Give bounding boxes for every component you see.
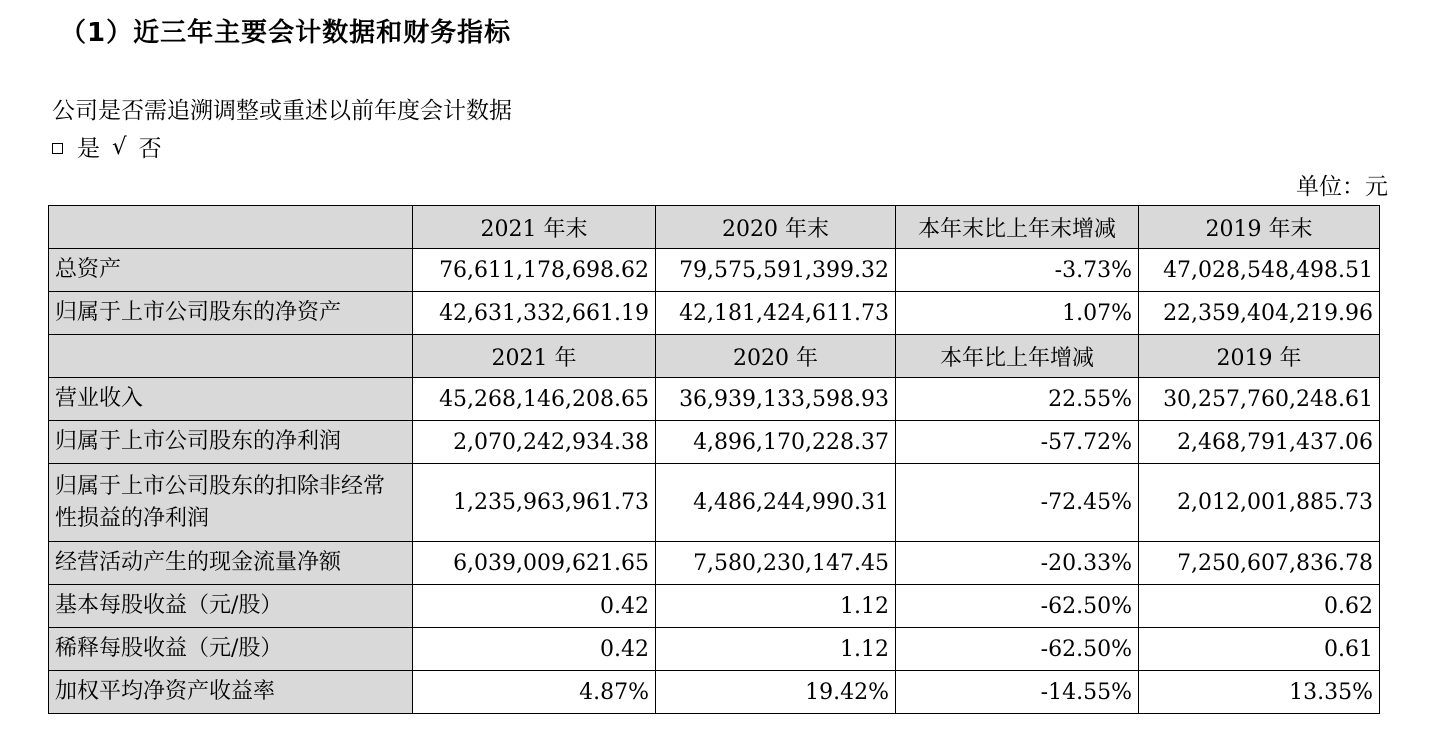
check-mark-icon: √ <box>112 133 127 160</box>
header-cell: 2019 年末 <box>1139 206 1380 249</box>
restatement-answer <box>52 130 162 163</box>
table-row <box>49 628 1380 671</box>
empty-checkbox-icon <box>52 143 63 154</box>
value-cell: 22,359,404,219.96 <box>1139 292 1380 335</box>
unit-label: 单位：元 <box>1296 174 1388 200</box>
value-cell: -14.55% <box>896 671 1139 714</box>
table-header-row <box>49 206 1380 249</box>
financial-indicators-table <box>48 205 1380 714</box>
value-cell: 4.87% <box>413 671 656 714</box>
value-cell: 7,250,607,836.78 <box>1139 542 1380 585</box>
table-row <box>49 464 1380 542</box>
value-cell: 2,012,001,885.73 <box>1139 464 1380 542</box>
header-cell: 本年末比上年末增减 <box>896 206 1139 249</box>
value-cell: 2,070,242,934.38 <box>413 421 656 464</box>
option-yes-label: 是 <box>77 136 100 162</box>
option-no-label: 否 <box>138 136 162 162</box>
header-cell: 2021 年末 <box>413 206 656 249</box>
table-row <box>49 292 1380 335</box>
value-cell: 1.12 <box>656 628 896 671</box>
header-cell: 2021 年 <box>413 335 656 378</box>
section-title: （1）近三年主要会计数据和财务指标 <box>60 18 512 48</box>
value-cell: 42,181,424,611.73 <box>656 292 896 335</box>
value-cell: 36,939,133,598.93 <box>656 378 896 421</box>
value-cell: 0.42 <box>413 628 656 671</box>
value-cell: 1.12 <box>656 585 896 628</box>
value-cell: 19.42% <box>656 671 896 714</box>
value-cell: 79,575,591,399.32 <box>656 249 896 292</box>
value-cell: -62.50% <box>896 585 1139 628</box>
table-row <box>49 421 1380 464</box>
value-cell: 2,468,791,437.06 <box>1139 421 1380 464</box>
header-cell <box>49 335 413 378</box>
value-cell: 1,235,963,961.73 <box>413 464 656 542</box>
value-cell: 6,039,009,621.65 <box>413 542 656 585</box>
table-header-row <box>49 335 1380 378</box>
value-cell: 76,611,178,698.62 <box>413 249 656 292</box>
table-row <box>49 585 1380 628</box>
header-cell: 本年比上年增减 <box>896 335 1139 378</box>
value-cell: 42,631,332,661.19 <box>413 292 656 335</box>
row-label: 经营活动产生的现金流量净额 <box>49 542 413 585</box>
table-row <box>49 671 1380 714</box>
header-cell: 2019 年 <box>1139 335 1380 378</box>
row-label: 归属于上市公司股东的净利润 <box>49 421 413 464</box>
value-cell: 0.42 <box>413 585 656 628</box>
value-cell: 4,486,244,990.31 <box>656 464 896 542</box>
value-cell: 45,268,146,208.65 <box>413 378 656 421</box>
value-cell: 7,580,230,147.45 <box>656 542 896 585</box>
row-label: 基本每股收益（元/股） <box>49 585 413 628</box>
header-cell: 2020 年末 <box>656 206 896 249</box>
value-cell: 4,896,170,228.37 <box>656 421 896 464</box>
value-cell: 0.62 <box>1139 585 1380 628</box>
value-cell: -20.33% <box>896 542 1139 585</box>
value-cell: 47,028,548,498.51 <box>1139 249 1380 292</box>
row-label: 营业收入 <box>49 378 413 421</box>
row-label: 总资产 <box>49 249 413 292</box>
value-cell: -72.45% <box>896 464 1139 542</box>
value-cell: -62.50% <box>896 628 1139 671</box>
row-label: 归属于上市公司股东的扣除非经常性损益的净利润 <box>49 464 413 542</box>
restatement-question: 公司是否需追溯调整或重述以前年度会计数据 <box>52 98 512 124</box>
value-cell: 22.55% <box>896 378 1139 421</box>
value-cell: 30,257,760,248.61 <box>1139 378 1380 421</box>
row-label: 归属于上市公司股东的净资产 <box>49 292 413 335</box>
table-row <box>49 249 1380 292</box>
table-row <box>49 378 1380 421</box>
table-row <box>49 542 1380 585</box>
value-cell: -57.72% <box>896 421 1139 464</box>
value-cell: -3.73% <box>896 249 1139 292</box>
value-cell: 13.35% <box>1139 671 1380 714</box>
value-cell: 0.61 <box>1139 628 1380 671</box>
row-label: 稀释每股收益（元/股） <box>49 628 413 671</box>
header-cell <box>49 206 413 249</box>
value-cell: 1.07% <box>896 292 1139 335</box>
header-cell: 2020 年 <box>656 335 896 378</box>
row-label: 加权平均净资产收益率 <box>49 671 413 714</box>
